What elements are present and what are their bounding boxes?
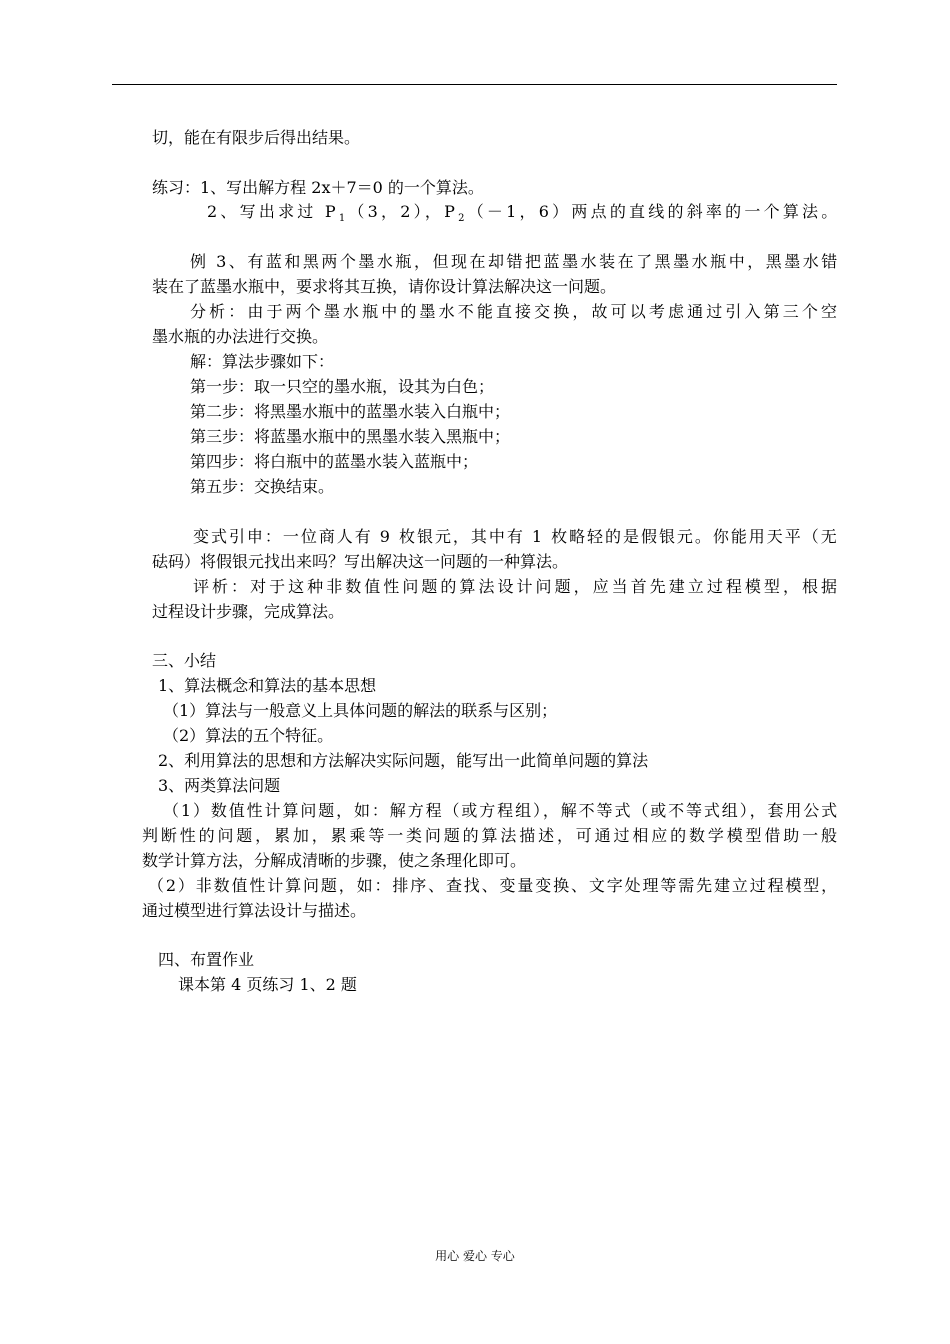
homework-item: 课本第 4 页练习 1、2 题 <box>178 975 357 994</box>
summary-item-3: 3、两类算法问题 <box>158 776 281 795</box>
summary-item-3-1-line-1: （1）数值性计算问题，如：解方程（或方程组），解不等式（或不等式组），套用公式 <box>163 801 840 820</box>
text-line: 切，能在有限步后得出结果。 <box>152 128 361 147</box>
step-5: 第五步：交换结束。 <box>190 477 335 496</box>
exercise-2: 2、写出求过 $P_1(3$，2），$P_2(-1$，6）两点的直线的斜率的一个算法。 <box>207 202 841 225</box>
step-3: 第三步：将蓝墨水瓶中的黑墨水装入黑瓶中； <box>190 427 511 446</box>
summary-item-1-2: （2）算法的五个特征。 <box>163 726 334 745</box>
example-3-line-2: 装在了蓝墨水瓶中，要求将其互换，请你设计算法解决这一问题。 <box>152 277 617 296</box>
summary-item-3-1-line-3: 数学计算方法，分解成清晰的步骤，使之条理化即可。 <box>142 851 527 870</box>
page-footer: 用心 爱心 专心 <box>435 1249 515 1263</box>
example-3-line-1: 例 3、有蓝和黑两个墨水瓶，但现在却错把蓝墨水装在了黑墨水瓶中，黑墨水错 <box>190 252 840 271</box>
analysis-line-1: 分析：由于两个墨水瓶中的墨水不能直接交换，故可以考虑通过引入第三个空 <box>190 302 841 321</box>
summary-item-3-2-line-2: 通过模型进行算法设计与描述。 <box>142 901 367 920</box>
summary-item-3-2-line-1: （2）非数值性计算问题，如：排序、查找、变量变换、文字处理等需先建立过程模型， <box>148 876 840 895</box>
step-1: 第一步：取一只空的墨水瓶，设其为白色； <box>190 377 495 396</box>
variant-line-2: 砝码）将假银元找出来吗？写出解决这一问题的一种算法。 <box>152 552 569 571</box>
header-rule <box>112 84 837 85</box>
section-homework-heading: 四、布置作业 <box>158 950 255 969</box>
comment-line-2: 过程设计步骤，完成算法。 <box>152 602 345 621</box>
summary-item-2: 2、利用算法的思想和方法解决实际问题，能写出一此简单问题的算法 <box>158 751 649 770</box>
summary-item-1: 1、算法概念和算法的基本思想 <box>158 676 377 695</box>
summary-item-3-1-line-2: 判断性的问题，累加，累乘等一类问题的算法描述，可通过相应的数学模型借助一般 <box>142 826 840 845</box>
comment-line-1: 评析：对于这种非数值性问题的算法设计问题，应当首先建立过程模型，根据 <box>193 577 841 596</box>
solution-heading: 解：算法步骤如下： <box>190 352 335 371</box>
variant-line-1: 变式引申：一位商人有 9 枚银元，其中有 1 枚略轻的是假银元。你能用天平（无 <box>193 527 839 546</box>
analysis-line-2: 墨水瓶的办法进行交换。 <box>152 327 329 346</box>
step-2: 第二步：将黑墨水瓶中的蓝墨水装入白瓶中； <box>190 402 511 421</box>
section-summary-heading: 三、小结 <box>152 651 217 670</box>
step-4: 第四步：将白瓶中的蓝墨水装入蓝瓶中； <box>190 452 479 471</box>
exercise-1: 练习：1、写出解方程 2x＋7＝0 的一个算法。 <box>152 178 484 197</box>
summary-item-1-1: （1）算法与一般意义上具体问题的解法的联系与区别； <box>163 701 558 720</box>
